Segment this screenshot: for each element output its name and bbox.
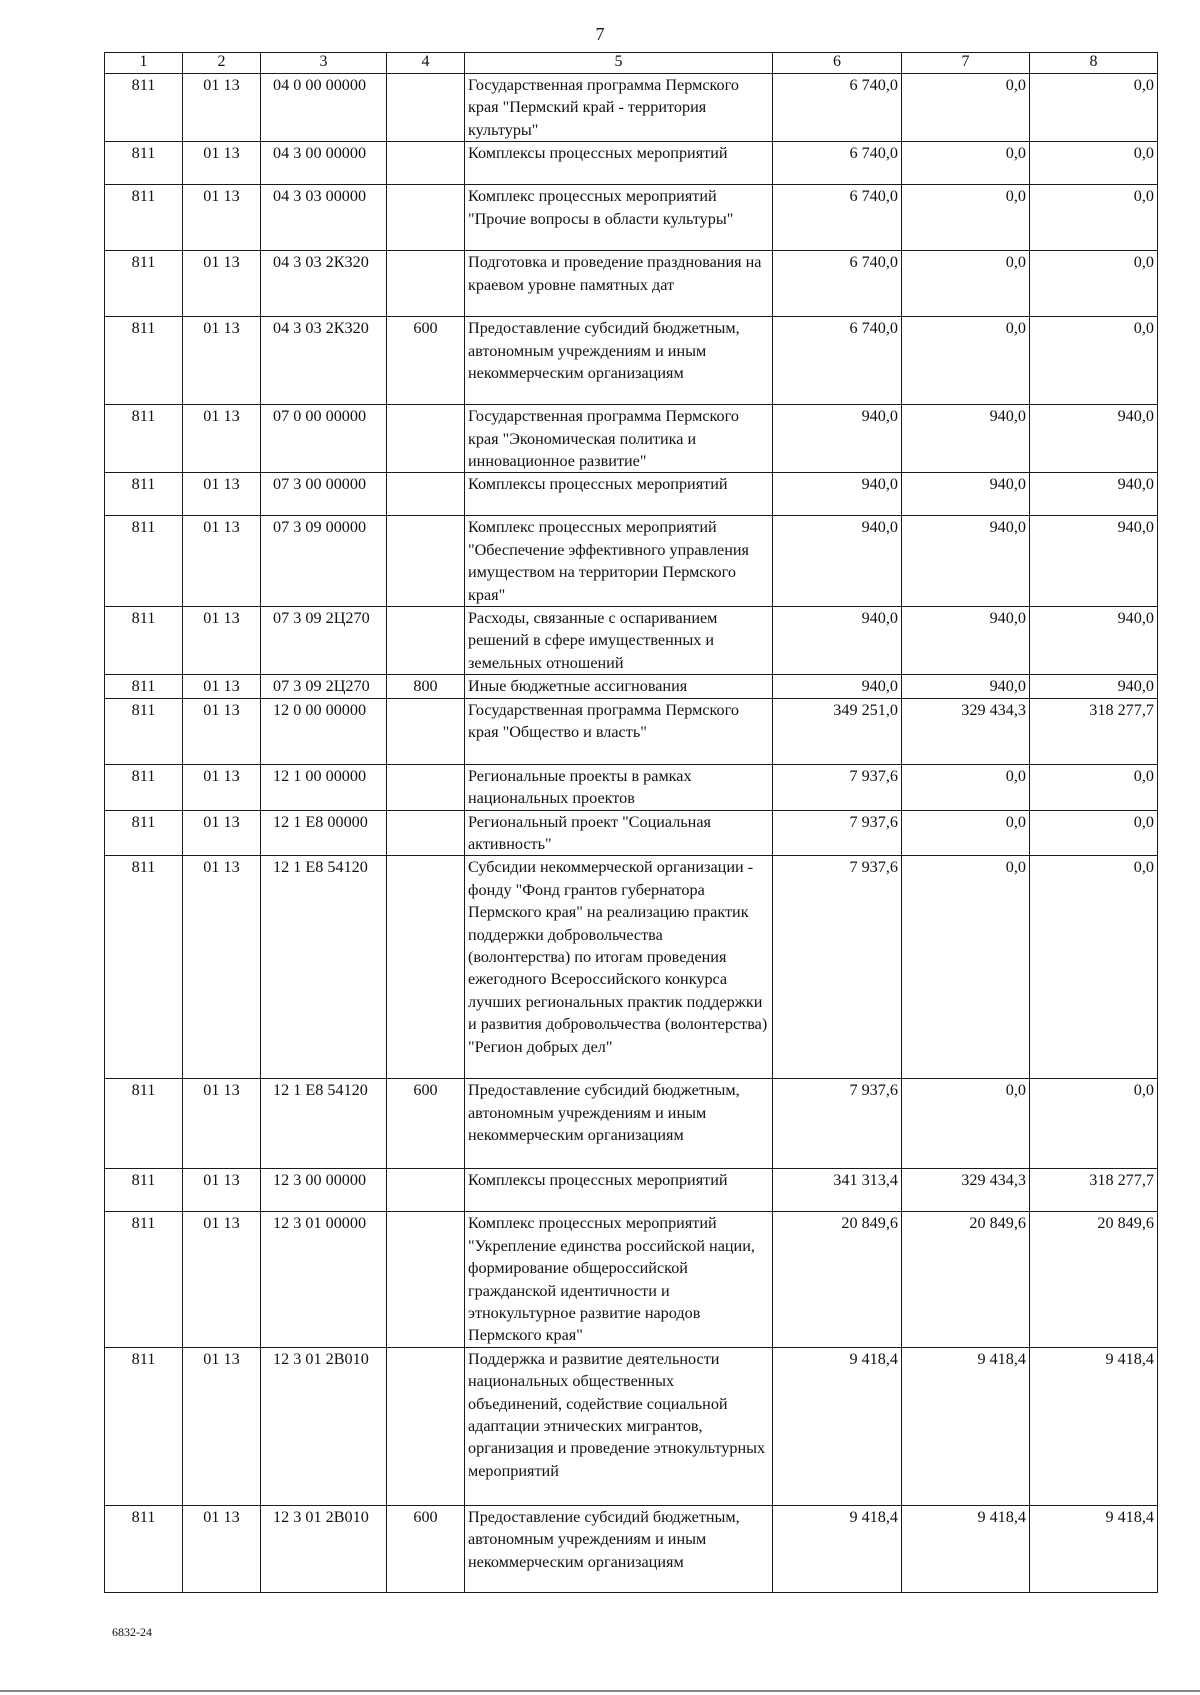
department-code-cell: 811 — [105, 1347, 183, 1505]
department-code-cell: 811 — [105, 185, 183, 251]
amount-year2-cell: 9 418,4 — [902, 1347, 1030, 1505]
description-cell: Комплексы процессных мероприятий — [465, 473, 773, 516]
table-row — [105, 1169, 1158, 1212]
amount-year1-cell: 940,0 — [773, 473, 902, 516]
department-code-cell: 811 — [105, 1505, 183, 1592]
expense-type-cell — [387, 185, 465, 251]
amount-year2-cell: 940,0 — [902, 516, 1030, 607]
budget-table — [104, 52, 1158, 1593]
target-article-cell: 04 3 03 00000 — [261, 185, 387, 251]
section-code-cell: 01 13 — [183, 810, 261, 856]
department-code-cell: 811 — [105, 516, 183, 607]
expense-type-cell — [387, 142, 465, 185]
target-article-cell: 04 3 03 2К320 — [261, 251, 387, 317]
section-code-cell: 01 13 — [183, 675, 261, 698]
description-cell: Государственная программа Пермского края "Пермский край - территория культуры" — [465, 74, 773, 142]
expense-type-cell — [387, 251, 465, 317]
amount-year1-cell: 940,0 — [773, 675, 902, 698]
amount-year2-cell: 329 434,3 — [902, 698, 1030, 764]
table-row — [105, 317, 1158, 405]
expense-type-cell — [387, 698, 465, 764]
amount-year1-cell: 7 937,6 — [773, 856, 902, 1079]
expense-type-cell — [387, 607, 465, 675]
target-article-cell: 12 3 00 00000 — [261, 1169, 387, 1212]
header-cell: 1 — [105, 53, 183, 74]
department-code-cell: 811 — [105, 675, 183, 698]
amount-year1-cell: 349 251,0 — [773, 698, 902, 764]
description-cell: Предоставление субсидий бюджетным, автономным учреждениям и иным некоммерческим организациям — [465, 1505, 773, 1592]
table-row — [105, 185, 1158, 251]
section-code-cell: 01 13 — [183, 856, 261, 1079]
table-row — [105, 1079, 1158, 1169]
section-code-cell: 01 13 — [183, 251, 261, 317]
department-code-cell: 811 — [105, 1079, 183, 1169]
expense-type-cell: 600 — [387, 1079, 465, 1169]
amount-year1-cell: 6 740,0 — [773, 317, 902, 405]
description-cell: Государственная программа Пермского края "Общество и власть" — [465, 698, 773, 764]
amount-year3-cell: 940,0 — [1030, 405, 1158, 473]
amount-year3-cell: 940,0 — [1030, 675, 1158, 698]
expense-type-cell: 600 — [387, 317, 465, 405]
amount-year1-cell: 341 313,4 — [773, 1169, 902, 1212]
amount-year2-cell: 0,0 — [902, 1079, 1030, 1169]
department-code-cell: 811 — [105, 74, 183, 142]
table-row — [105, 856, 1158, 1079]
amount-year1-cell: 9 418,4 — [773, 1347, 902, 1505]
amount-year3-cell: 0,0 — [1030, 251, 1158, 317]
target-article-cell: 12 1 00 00000 — [261, 764, 387, 810]
description-cell: Комплекс процессных мероприятий "Обеспечение эффективного управления имуществом на территории Пермского края" — [465, 516, 773, 607]
section-code-cell: 01 13 — [183, 698, 261, 764]
amount-year1-cell: 6 740,0 — [773, 74, 902, 142]
amount-year2-cell: 329 434,3 — [902, 1169, 1030, 1212]
footer-code: 6832-24 — [112, 1625, 152, 1639]
table-row — [105, 810, 1158, 856]
table-row — [105, 405, 1158, 473]
table-row — [105, 698, 1158, 764]
amount-year1-cell: 940,0 — [773, 405, 902, 473]
amount-year1-cell: 6 740,0 — [773, 185, 902, 251]
amount-year1-cell: 20 849,6 — [773, 1212, 902, 1347]
expense-type-cell: 600 — [387, 1505, 465, 1592]
table-row — [105, 1212, 1158, 1347]
header-cell: 8 — [1030, 53, 1158, 74]
header-cell: 3 — [261, 53, 387, 74]
target-article-cell: 12 1 Е8 54120 — [261, 1079, 387, 1169]
department-code-cell: 811 — [105, 698, 183, 764]
amount-year3-cell: 0,0 — [1030, 1079, 1158, 1169]
target-article-cell: 07 0 00 00000 — [261, 405, 387, 473]
amount-year2-cell: 20 849,6 — [902, 1212, 1030, 1347]
amount-year2-cell: 0,0 — [902, 74, 1030, 142]
amount-year3-cell: 940,0 — [1030, 473, 1158, 516]
amount-year2-cell: 9 418,4 — [902, 1505, 1030, 1592]
table-row — [105, 74, 1158, 142]
target-article-cell: 12 1 Е8 54120 — [261, 856, 387, 1079]
target-article-cell: 12 1 Е8 00000 — [261, 810, 387, 856]
bottom-rule — [0, 1690, 1200, 1692]
target-article-cell: 12 3 01 00000 — [261, 1212, 387, 1347]
amount-year3-cell: 318 277,7 — [1030, 1169, 1158, 1212]
department-code-cell: 811 — [105, 142, 183, 185]
expense-type-cell — [387, 1347, 465, 1505]
section-code-cell: 01 13 — [183, 607, 261, 675]
description-cell: Комплекс процессных мероприятий "Прочие вопросы в области культуры" — [465, 185, 773, 251]
amount-year3-cell: 0,0 — [1030, 185, 1158, 251]
amount-year3-cell: 0,0 — [1030, 764, 1158, 810]
target-article-cell: 07 3 09 2Ц270 — [261, 675, 387, 698]
amount-year1-cell: 6 740,0 — [773, 142, 902, 185]
table-row — [105, 764, 1158, 810]
amount-year1-cell: 6 740,0 — [773, 251, 902, 317]
target-article-cell: 12 0 00 00000 — [261, 698, 387, 764]
department-code-cell: 811 — [105, 405, 183, 473]
table-row — [105, 675, 1158, 698]
target-article-cell: 07 3 00 00000 — [261, 473, 387, 516]
description-cell: Государственная программа Пермского края "Экономическая политика и инновационное развитие" — [465, 405, 773, 473]
section-code-cell: 01 13 — [183, 74, 261, 142]
table-row — [105, 142, 1158, 185]
table-row — [105, 251, 1158, 317]
section-code-cell: 01 13 — [183, 1169, 261, 1212]
target-article-cell: 04 3 03 2К320 — [261, 317, 387, 405]
description-cell: Подготовка и проведение празднования на краевом уровне памятных дат — [465, 251, 773, 317]
amount-year2-cell: 940,0 — [902, 405, 1030, 473]
description-cell: Иные бюджетные ассигнования — [465, 675, 773, 698]
amount-year2-cell: 0,0 — [902, 810, 1030, 856]
amount-year3-cell: 9 418,4 — [1030, 1347, 1158, 1505]
amount-year3-cell: 0,0 — [1030, 142, 1158, 185]
expense-type-cell — [387, 473, 465, 516]
department-code-cell: 811 — [105, 1169, 183, 1212]
section-code-cell: 01 13 — [183, 1212, 261, 1347]
amount-year3-cell: 940,0 — [1030, 516, 1158, 607]
amount-year3-cell: 0,0 — [1030, 810, 1158, 856]
section-code-cell: 01 13 — [183, 185, 261, 251]
page-number: 7 — [595, 24, 605, 44]
description-cell: Субсидии некоммерческой организации - фонду "Фонд грантов губернатора Пермского края" на реализацию практик поддержки добровольчества (волонтерства) по итогам проведения ежегодного Всероссийского конкурса лучших региональных практик поддержки и развития добровольчества (волонтерства) "Регион добрых дел" — [465, 856, 773, 1079]
expense-type-cell: 800 — [387, 675, 465, 698]
amount-year3-cell: 0,0 — [1030, 856, 1158, 1079]
section-code-cell: 01 13 — [183, 142, 261, 185]
table-row — [105, 607, 1158, 675]
description-cell: Предоставление субсидий бюджетным, автономным учреждениям и иным некоммерческим организациям — [465, 317, 773, 405]
department-code-cell: 811 — [105, 251, 183, 317]
amount-year2-cell: 940,0 — [902, 473, 1030, 516]
header-cell: 6 — [773, 53, 902, 74]
header-cell: 7 — [902, 53, 1030, 74]
section-code-cell: 01 13 — [183, 1079, 261, 1169]
amount-year3-cell: 9 418,4 — [1030, 1505, 1158, 1592]
section-code-cell: 01 13 — [183, 1505, 261, 1592]
table-row — [105, 1505, 1158, 1592]
expense-type-cell — [387, 764, 465, 810]
table-row — [105, 1347, 1158, 1505]
expense-type-cell — [387, 856, 465, 1079]
section-code-cell: 01 13 — [183, 1347, 261, 1505]
section-code-cell: 01 13 — [183, 516, 261, 607]
description-cell: Предоставление субсидий бюджетным, автономным учреждениям и иным некоммерческим организациям — [465, 1079, 773, 1169]
expense-type-cell — [387, 405, 465, 473]
amount-year1-cell: 7 937,6 — [773, 764, 902, 810]
amount-year2-cell: 0,0 — [902, 856, 1030, 1079]
amount-year1-cell: 7 937,6 — [773, 1079, 902, 1169]
description-cell: Региональный проект "Социальная активность" — [465, 810, 773, 856]
amount-year1-cell: 7 937,6 — [773, 810, 902, 856]
amount-year2-cell: 0,0 — [902, 251, 1030, 317]
section-code-cell: 01 13 — [183, 764, 261, 810]
department-code-cell: 811 — [105, 856, 183, 1079]
section-code-cell: 01 13 — [183, 473, 261, 516]
target-article-cell: 12 3 01 2В010 — [261, 1347, 387, 1505]
expense-type-cell — [387, 74, 465, 142]
amount-year3-cell: 318 277,7 — [1030, 698, 1158, 764]
target-article-cell: 04 3 00 00000 — [261, 142, 387, 185]
amount-year2-cell: 940,0 — [902, 607, 1030, 675]
amount-year2-cell: 0,0 — [902, 185, 1030, 251]
description-cell: Региональные проекты в рамках национальных проектов — [465, 764, 773, 810]
department-code-cell: 811 — [105, 317, 183, 405]
amount-year3-cell: 0,0 — [1030, 74, 1158, 142]
department-code-cell: 811 — [105, 473, 183, 516]
amount-year1-cell: 9 418,4 — [773, 1505, 902, 1592]
header-cell: 4 — [387, 53, 465, 74]
target-article-cell: 07 3 09 00000 — [261, 516, 387, 607]
amount-year1-cell: 940,0 — [773, 516, 902, 607]
expense-type-cell — [387, 1212, 465, 1347]
amount-year3-cell: 20 849,6 — [1030, 1212, 1158, 1347]
amount-year2-cell: 940,0 — [902, 675, 1030, 698]
expense-type-cell — [387, 1169, 465, 1212]
table-row — [105, 516, 1158, 607]
description-cell: Комплексы процессных мероприятий — [465, 1169, 773, 1212]
target-article-cell: 07 3 09 2Ц270 — [261, 607, 387, 675]
section-code-cell: 01 13 — [183, 405, 261, 473]
department-code-cell: 811 — [105, 810, 183, 856]
department-code-cell: 811 — [105, 1212, 183, 1347]
expense-type-cell — [387, 516, 465, 607]
amount-year1-cell: 940,0 — [773, 607, 902, 675]
description-cell: Поддержка и развитие деятельности национальных общественных объединений, содействие социальной адаптации этнических мигрантов, организация и проведение этнокультурных мероприятий — [465, 1347, 773, 1505]
amount-year2-cell: 0,0 — [902, 764, 1030, 810]
expense-type-cell — [387, 810, 465, 856]
department-code-cell: 811 — [105, 764, 183, 810]
table-row — [105, 473, 1158, 516]
amount-year3-cell: 940,0 — [1030, 607, 1158, 675]
amount-year2-cell: 0,0 — [902, 142, 1030, 185]
header-cell: 5 — [465, 53, 773, 74]
target-article-cell: 04 0 00 00000 — [261, 74, 387, 142]
description-cell: Комплексы процессных мероприятий — [465, 142, 773, 185]
header-cell: 2 — [183, 53, 261, 74]
header-row — [105, 53, 1158, 74]
description-cell: Комплекс процессных мероприятий "Укрепление единства российской нации, формирование общероссийской гражданской идентичности и этнокультурное развитие народов Пермского края" — [465, 1212, 773, 1347]
amount-year3-cell: 0,0 — [1030, 317, 1158, 405]
section-code-cell: 01 13 — [183, 317, 261, 405]
target-article-cell: 12 3 01 2В010 — [261, 1505, 387, 1592]
amount-year2-cell: 0,0 — [902, 317, 1030, 405]
description-cell: Расходы, связанные с оспариванием решений в сфере имущественных и земельных отношений — [465, 607, 773, 675]
department-code-cell: 811 — [105, 607, 183, 675]
